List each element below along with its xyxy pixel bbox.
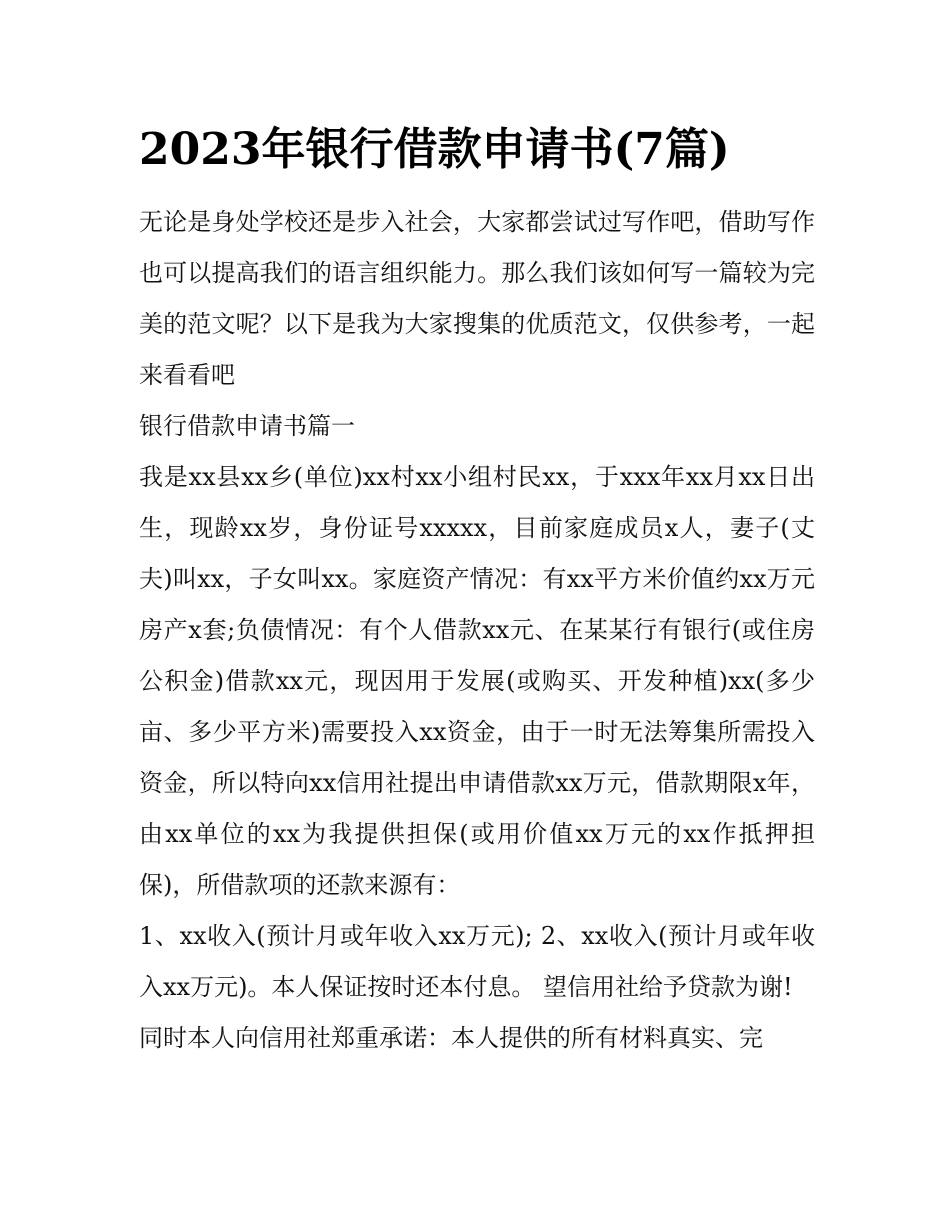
document-body <box>139 197 815 1064</box>
body-paragraph: 1、xx收入(预计月或年收入xx万元); 2、xx收入(预计月或年收入xx万元)。本人保证按时还本付息。 望信用社给予贷款为谢! <box>139 922 815 1001</box>
intro-paragraph: 无论是身处学校还是步入社会，大家都尝试过写作吧，借助写作也可以提高我们的语言组织能力。那么我们该如何写一篇较为完美的范文呢？以下是我为大家搜集的优质范文，仅供参考，一起来看看吧 <box>139 208 815 389</box>
body-paragraph: 我是xx县xx乡(单位)xx村xx小组村民xx，于xxx年xx月xx日出生，现龄xx岁，身份证号xxxxx，目前家庭成员x人，妻子(丈夫)叫xx，子女叫xx。家庭资产情况：有xx平方米价值约xx万元房产x套;负债情况：有个人借款xx元、在某某行有银行(或住房公积金)借款xx元，现因用于发展(或购买、开发种植)xx(多少亩、多少平方米)需要投入xx资金，由于一时无法筹集所需投入资金，所以特向xx信用社提出申请借款xx万元，借款期限x年，由xx单位的xx为我提供担保(或用价值xx万元的xx作抵押担保)，所借款项的还款来源有： <box>139 463 815 899</box>
document-title: 2023年银行借款申请书(7篇) <box>139 124 730 175</box>
body-paragraph: 同时本人向信用社郑重承诺：本人提供的所有材料真实、完 <box>139 1024 763 1052</box>
section-heading: 银行借款申请书篇一 <box>139 412 355 440</box>
